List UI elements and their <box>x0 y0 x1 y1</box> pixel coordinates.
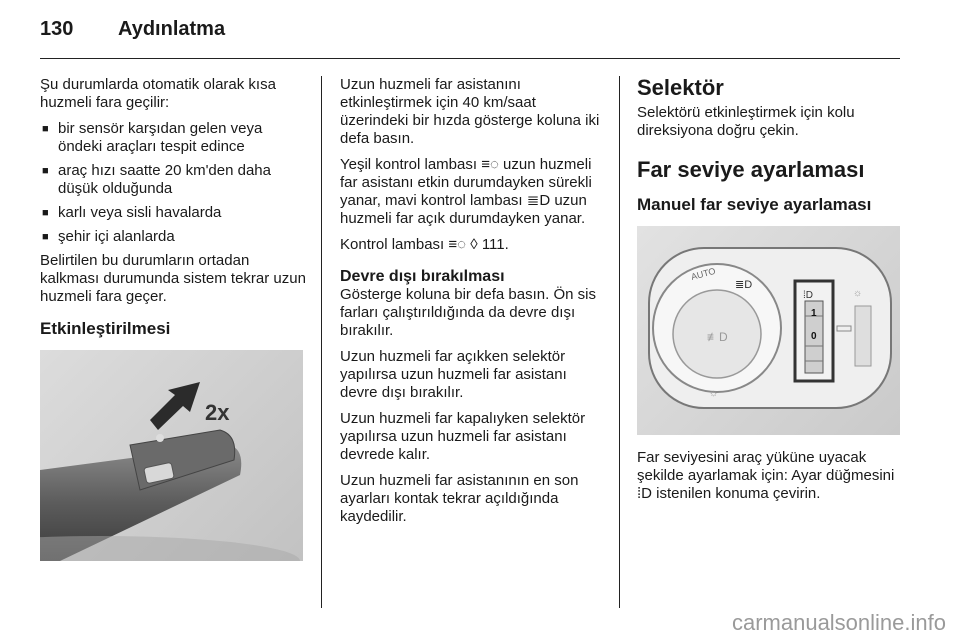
leveling-heading: Far seviye ayarlaması <box>637 157 865 182</box>
light-switch-drawing <box>637 226 900 435</box>
indicator-text-c: uzun huzmeli far açık durumdayken yanar. <box>340 192 587 227</box>
reference-paragraph <box>340 236 608 254</box>
column-divider-2 <box>619 76 620 608</box>
high-beam-icon: ≣D <box>526 192 551 209</box>
indicator-text-b: uzun huzmeli far asistanı etkin durumdayken sürekli yanar, mavi kontrol lambası <box>340 156 592 209</box>
list-item: ■ araç hızı saatte 20 km'den daha düşük olduğunda <box>40 162 306 198</box>
flash-on-paragraph: Uzun huzmeli far açıkken selektör yapılırsa uzun huzmeli far asistanı devre dışı bırakılır. <box>340 348 567 401</box>
auto-label: AUTO <box>689 265 717 282</box>
high-beam-assist-icon: ≡◌ <box>481 156 499 173</box>
intro-paragraph: Şu durumlarda otomatik olarak kısa huzmeli fara geçilir: <box>40 76 276 111</box>
manual-leveling-heading: Manuel far seviye ayarlaması <box>637 195 872 214</box>
list-item: ■ şehir içi alanlarda <box>40 228 306 246</box>
parking-light-icon: ☼ <box>709 388 719 399</box>
leveling-text-b: istenilen konuma çevirin. <box>656 485 821 502</box>
indicator-paragraph <box>340 156 608 228</box>
list-item: ■ karlı veya sisli havalarda <box>40 204 306 222</box>
column-divider-1 <box>321 76 322 608</box>
fog-light-icon: ≢D <box>707 330 728 344</box>
page-header <box>40 18 900 48</box>
header-rule <box>40 58 900 59</box>
page-number: 130 <box>40 18 74 40</box>
deactivation-heading: Devre dışı bırakılması <box>340 268 505 285</box>
stalk-drawing <box>40 350 303 561</box>
flash-off-paragraph: Uzun huzmeli far kapalıyken selektör yapılırsa uzun huzmeli far asistanı devrede kalır. <box>340 410 586 463</box>
leveling-icon: ⁞D <box>803 290 813 301</box>
flash-heading: Selektör <box>637 75 724 100</box>
page-reference-icon: ◊ <box>470 236 478 253</box>
condition-list <box>40 120 306 246</box>
page-title: Aydınlatma <box>118 18 226 40</box>
deactivation-paragraph: Gösterge koluna bir defa basın. Ön sis farları çalıştırıldığında da devre dışı bırakılır. <box>340 286 596 339</box>
after-paragraph: Belirtilen bu durumların ortadan kalkması durumunda sistem tekrar uzun huzmeli fara geçer. <box>40 252 306 305</box>
watermark: carmanualsonline.info <box>731 610 946 635</box>
leveling-paragraph <box>637 449 900 503</box>
activation-heading: Etkinleştirilmesi <box>40 319 171 338</box>
settings-paragraph: Uzun huzmeli far asistanının en son ayarları kontak tekrar açıldığında kaydedilir. <box>340 472 579 525</box>
high-beam-assist-icon: ≡◌ <box>448 236 467 253</box>
column-3 <box>637 76 900 511</box>
headlight-leveling-icon: ⁞D <box>637 485 652 502</box>
flash-paragraph: Selektörü etkinleştirmek için kolu direksiyona doğru çekin. <box>637 104 855 139</box>
column-2 <box>340 76 608 534</box>
reference-page: 111. <box>481 236 509 253</box>
light-switch-illustration <box>637 226 900 435</box>
level-zero-label: 0 <box>811 331 817 342</box>
leveling-text-a: Far seviyesini araç yüküne uyacak şekilde ayarlamak için: Ayar düğmesini <box>637 449 895 484</box>
indicator-text-a: Yeşil kontrol lambası <box>340 156 478 173</box>
column-1 <box>40 76 306 561</box>
press-twice-label: 2x <box>205 400 230 425</box>
dimmer-icon: ☼ <box>853 288 863 299</box>
list-item: ■ bir sensör karşıdan gelen veya öndeki araçları tespit edince <box>40 120 306 156</box>
reference-text-a: Kontrol lambası <box>340 236 445 253</box>
activation-paragraph: Uzun huzmeli far asistanını etkinleştirmek için 40 km/saat üzerindeki bir hızda gösterge koluna iki defa basın. <box>340 76 600 147</box>
level-one-label: 1 <box>811 308 817 319</box>
stalk-illustration <box>40 350 303 561</box>
low-beam-icon: ≣D <box>735 279 753 291</box>
